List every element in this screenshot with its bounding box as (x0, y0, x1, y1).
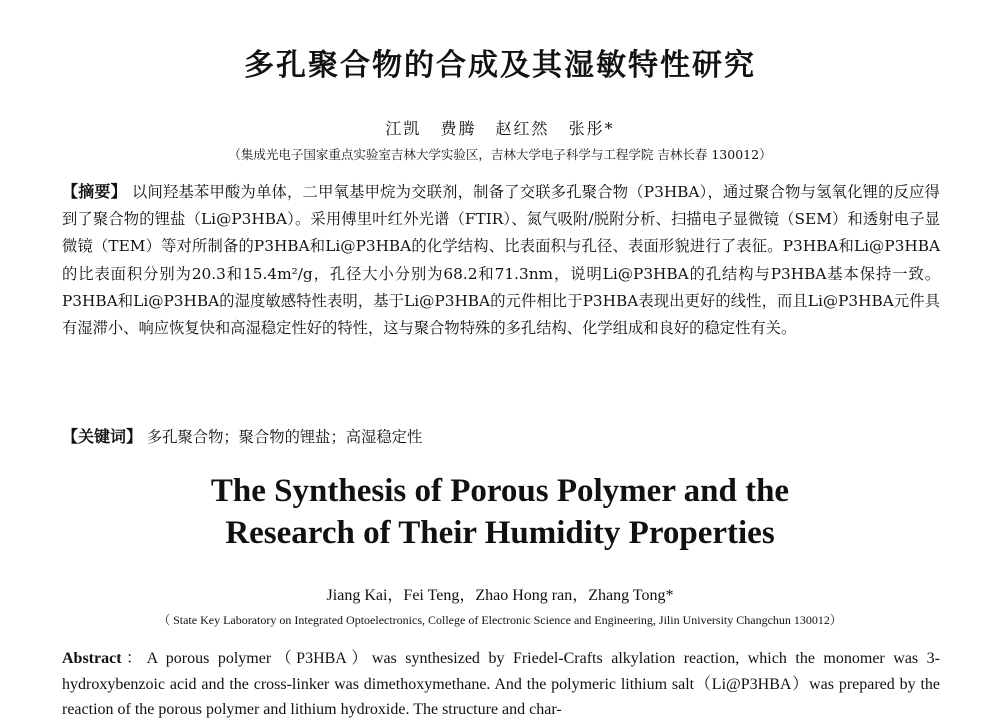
chinese-abstract (62, 178, 940, 342)
chinese-keywords (62, 424, 940, 450)
english-affiliation: （ State Key Laboratory on Integrated Optoelectronics, College of Electronic Science and Engineering, Jilin University Changchun 130012） (158, 613, 842, 627)
chinese-keywords-label: 【关键词】 (62, 427, 143, 446)
english-title (0, 470, 1000, 554)
english-abstract (62, 646, 940, 723)
chinese-abstract-text: 以间羟基苯甲酸为单体，二甲氧基甲烷为交联剂，制备了交联多孔聚合物（P3HBA），通过聚合物与氢氧化锂的反应得到了聚合物的锂盐（Li@P3HBA）。采用傅里叶红外光谱（FTIR）、氮气吸附/脱附分析、扫描电子显微镜（SEM）和透射电子显微镜（TEM）等对所制备的P3HBA和Li@P3HBA的化学结构、比表面积与孔径、表面形貌进行了表征。P3HBA和Li@P3HBA的比表面积分别为20.3和15.4m²/g，孔径大小分别为68.2和71.3nm，说明Li@P3HBA的孔结构与P3HBA基本保持一致。P3HBA和Li@P3HBA的湿度敏感特性表明，基于Li@P3HBA的元件相比于P3HBA表现出更好的线性，而且Li@P3HBA元件具有湿滞小、响应恢复快和高湿稳定性好的特性，这与聚合物特殊的多孔结构、化学组成和良好的稳定性有关。 (62, 183, 940, 338)
chinese-keywords-text: 多孔聚合物；聚合物的锂盐；高湿稳定性 (146, 428, 423, 446)
english-title-line-1: The Synthesis of Porous Polymer and the (210, 473, 790, 509)
chinese-authors: 江凯 费腾 赵红然 张彤* (385, 119, 615, 138)
english-abstract-text: ：A porous polymer（P3HBA）was synthesized by Friedel-Crafts alkylation reaction, which the monomer was 3-hydroxybenzoic acid and the cross-linker was dimethoxymethane. And the polymeric lithium salt（Li@P3HBA）was prepared by the reaction of the porous polymer and lithium hydroxide. The structure and char- (62, 650, 940, 718)
english-authors: Jiang Kai，Fei Teng，Zhao Hong ran，Zhang Tong* (326, 587, 674, 604)
chinese-affiliation: （集成光电子国家重点实验室吉林大学实验区，吉林大学电子科学与工程学院 吉林长春 130012） (228, 147, 772, 162)
english-title-line-2: Research of Their Humidity Properties (225, 515, 775, 551)
chinese-abstract-label: 【摘要】 (62, 182, 127, 201)
english-abstract-label: Abstract (62, 650, 122, 667)
chinese-title: 多孔聚合物的合成及其湿敏特性研究 (244, 48, 756, 83)
